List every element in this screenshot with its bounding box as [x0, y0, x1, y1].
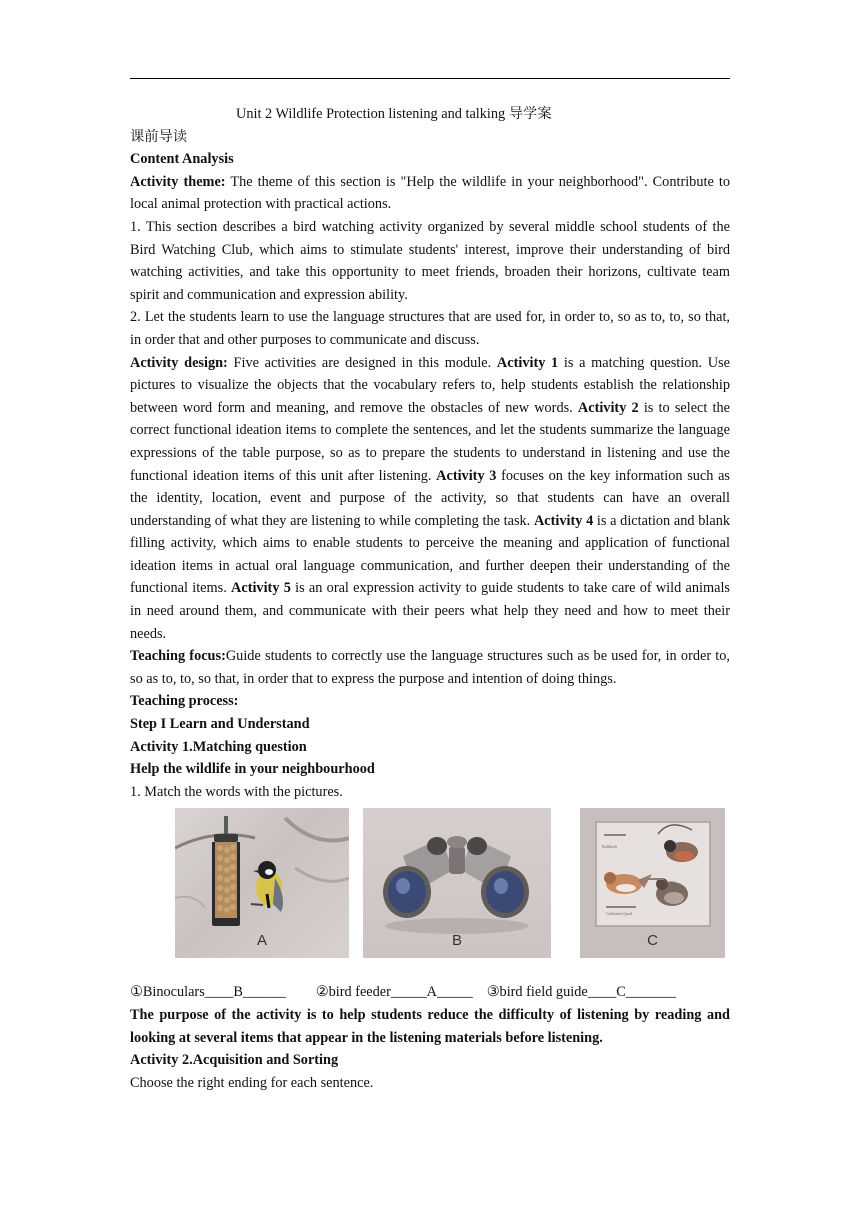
preclass-heading: 课前导读	[130, 128, 188, 145]
activity-1-heading: Activity 1.Matching question	[130, 738, 307, 755]
activity-2-instruction: Choose the right ending for each sentence.	[130, 1074, 374, 1091]
guide-label-3: California Quail	[606, 911, 633, 917]
match-instruction: 1. Match the words with the pictures.	[130, 783, 343, 800]
teaching-focus-label: Teaching focus:	[130, 648, 226, 665]
picture-a-letter: A	[256, 931, 267, 949]
content-analysis-heading: Content Analysis	[130, 151, 234, 168]
answer-binoculars: ①Binoculars____B______	[130, 984, 286, 1001]
answer-bird-feeder: ②bird feeder_____A_____	[315, 984, 473, 1001]
picture-c-field-guide	[580, 808, 725, 958]
activity-2-heading: Activity 2.Acquisition and Sorting	[130, 1052, 339, 1069]
purpose-note: The purpose of the activity is to help students reduce the difficulty of listening by reading and looking at several items that appear in the listening materials before listening.	[130, 1007, 730, 1046]
help-wildlife-heading: Help the wildlife in your neighbourhood	[130, 761, 375, 778]
point-2-paragraph: 2. Let the students learn to use the language structures that are used for, in order to, so as to, to, so that, in order that and other purposes to communicate and discuss.	[130, 309, 730, 348]
picture-b-letter: B	[451, 931, 462, 949]
activity-theme-label: Activity theme:	[130, 173, 226, 190]
teaching-process-heading: Teaching process:	[130, 693, 239, 710]
picture-a-bird-feeder	[175, 808, 349, 958]
answer-row	[130, 981, 730, 1004]
matching-pictures	[130, 805, 730, 981]
step-1-heading: Step I Learn and Understand	[130, 716, 310, 733]
teaching-focus-paragraph: Teaching focus:Guide students to correctly use the language structures such as be used for, in order to, so as to, to, so that, in order that to express the purpose and intention of doing things.	[130, 648, 730, 687]
point-1-paragraph: 1. This section describes a bird watching activity organized by several middle school students of the Bird Watching Club, which aims to stimulate students' interest, improve their understanding of bird watching activities, and take this opportunity to meet friends, broaden their horizons, cultivate team spirit and communication and expression ability.	[130, 218, 730, 303]
activity-design-label: Activity design:	[130, 354, 228, 371]
document-body	[130, 103, 730, 1094]
picture-b-binoculars	[363, 808, 551, 958]
answer-bird-field-guide: ③bird field guide____C_______	[486, 984, 676, 1001]
guide-label-1: Bullfinch	[602, 844, 618, 850]
document-title: Unit 2 Wildlife Protection listening and talking 导学案	[236, 106, 552, 122]
activity-design-paragraph: Activity design: Five activities are designed in this module. Activity 1 is a matching question. Use pictures to visualize the objects that the vocabulary refers to, help students establish the relationship between word form and meaning, and remove the obstacles of new words. Activity 2 is to select the correct functional ideation items to complete the sentences, and let the students summarize the language expressions of the table purpose, so as to prepare the students to understand in listening and use the functional ideation items of this unit after listening. Activity 3 focuses on the key information such as the identity, location, event and purpose of the activity, so that students can have an overall understanding of what they are listening to while completing the task. Activity 4 is a dictation and blank filling activity, which aims to enable students to perceive the meaning and application of functional ideation items in actual oral language communication, and further deepen their understanding of the functional items. Activity 5 is an oral expression activity to guide students to take care of wild animals in need around them, and communicate with their peers what help they need and how to meet their needs.	[130, 354, 731, 642]
activity-theme-paragraph: Activity theme: The theme of this section is "Help the wildlife in your neighborhood". Contribute to local animal protection with practical actions.	[130, 173, 730, 213]
guide-label-2: Canary	[664, 879, 676, 885]
picture-c-letter: C	[647, 931, 658, 949]
header-rule	[130, 78, 730, 79]
